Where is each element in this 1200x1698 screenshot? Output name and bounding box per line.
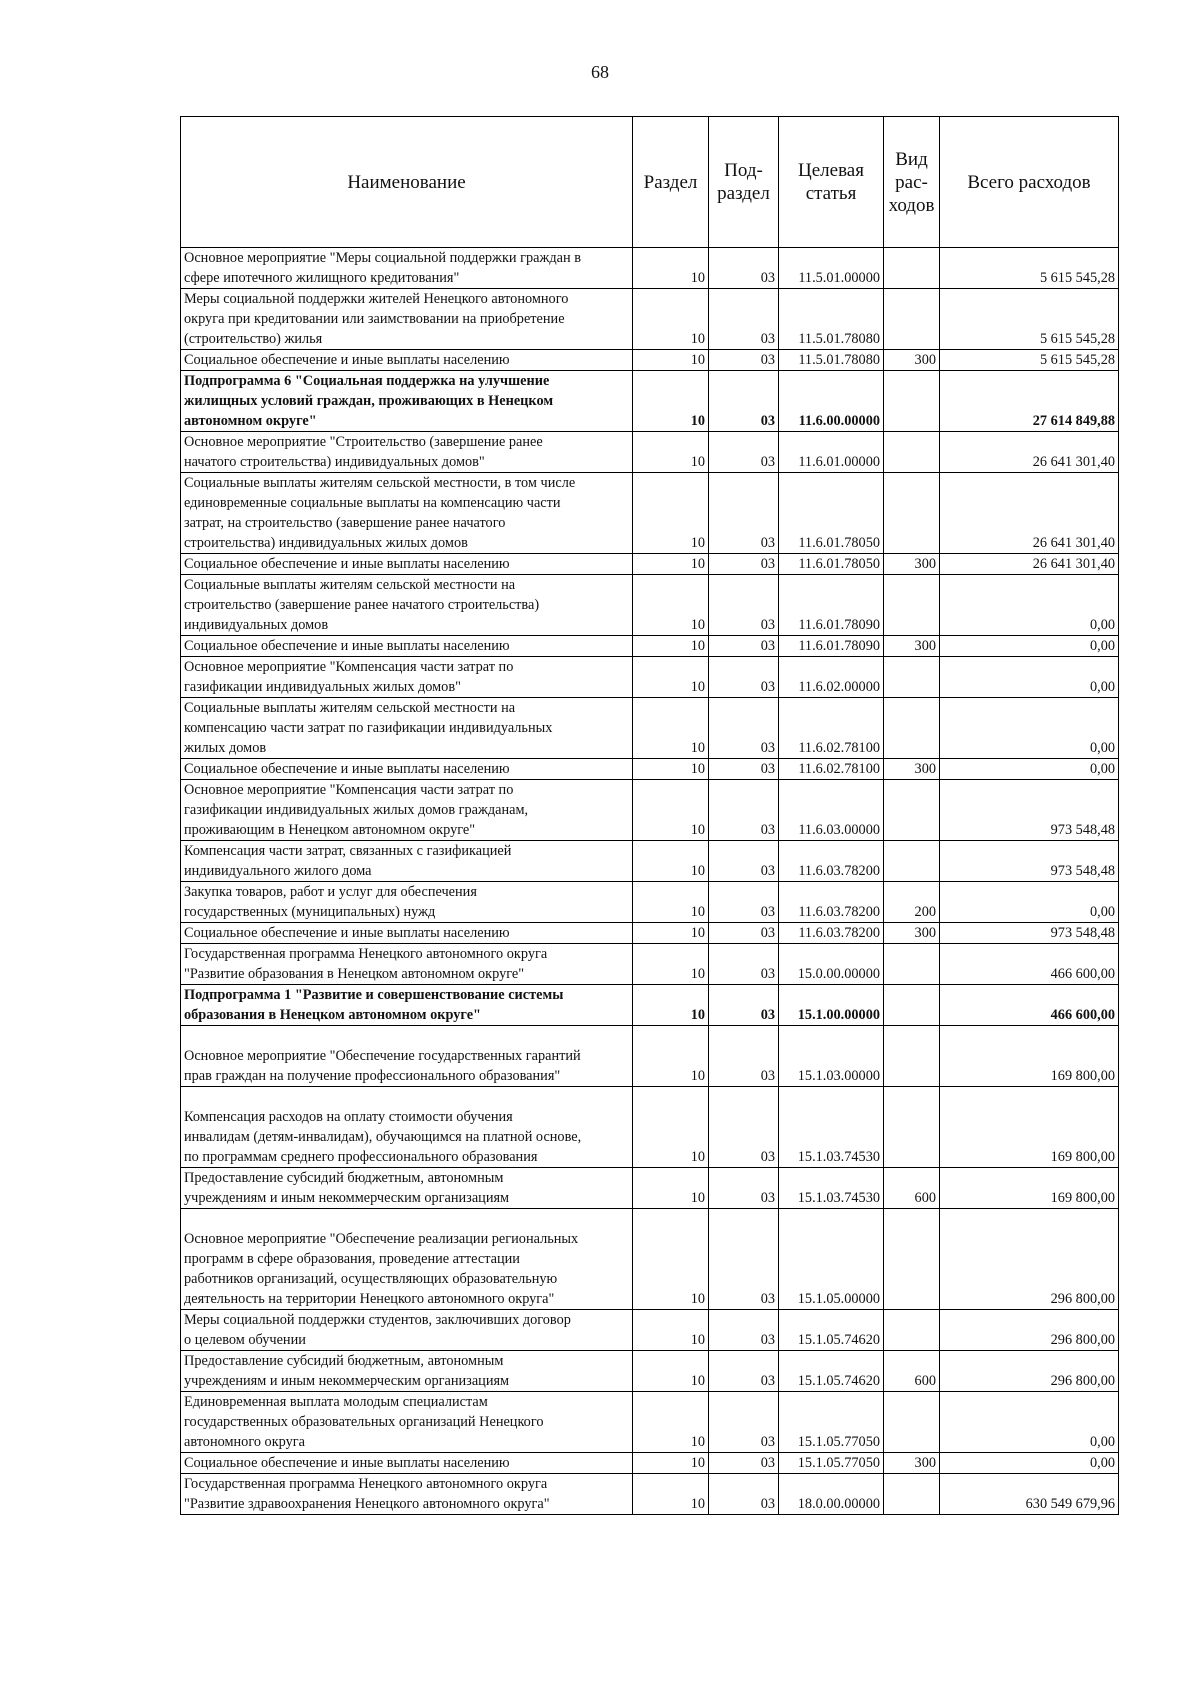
cell-expense-kind: 600 [884, 1351, 940, 1392]
table-row [181, 636, 1119, 657]
cell-total: 26 641 301,40 [940, 432, 1119, 473]
budget-table [180, 116, 1119, 1515]
cell-expense-kind [884, 289, 940, 350]
header-name: Наименование [181, 117, 633, 248]
cell-name: Государственная программа Ненецкого автономного округа "Развитие образования в Ненецком автономном округе" [181, 944, 633, 985]
cell-expense-kind [884, 248, 940, 289]
cell-section: 10 [633, 1453, 709, 1474]
cell-expense-kind [884, 698, 940, 759]
cell-target-article: 11.6.01.78090 [779, 636, 884, 657]
cell-total: 26 641 301,40 [940, 473, 1119, 554]
cell-subsection: 03 [709, 780, 779, 841]
cell-target-article: 11.6.03.78200 [779, 882, 884, 923]
table-row [181, 473, 1119, 554]
cell-section: 10 [633, 371, 709, 432]
cell-name: Предоставление субсидий бюджетным, автономным учреждениям и иным некоммерческим организациям [181, 1351, 633, 1392]
table-row [181, 371, 1119, 432]
cell-target-article: 11.6.01.00000 [779, 432, 884, 473]
table-row [181, 1209, 1119, 1310]
cell-target-article: 15.1.00.00000 [779, 985, 884, 1026]
cell-total: 0,00 [940, 636, 1119, 657]
cell-name: Социальное обеспечение и иные выплаты населению [181, 636, 633, 657]
cell-section: 10 [633, 1474, 709, 1515]
cell-section: 10 [633, 780, 709, 841]
cell-expense-kind [884, 432, 940, 473]
cell-target-article: 15.0.00.00000 [779, 944, 884, 985]
cell-expense-kind [884, 1392, 940, 1453]
header-subsection: Под- раздел [709, 117, 779, 248]
cell-total: 0,00 [940, 1392, 1119, 1453]
cell-expense-kind: 300 [884, 350, 940, 371]
cell-target-article: 11.6.01.78090 [779, 575, 884, 636]
table-row [181, 248, 1119, 289]
cell-name: Подпрограмма 6 "Социальная поддержка на улучшение жилищных условий граждан, проживающих в Ненецком автономном округе" [181, 371, 633, 432]
cell-name: Единовременная выплата молодым специалистам государственных образовательных организаций Ненецкого автономного округа [181, 1392, 633, 1453]
cell-name: Основное мероприятие "Обеспечение государственных гарантий прав граждан на получение профессионального образования" [181, 1026, 633, 1087]
cell-target-article: 11.5.01.78080 [779, 289, 884, 350]
cell-section: 10 [633, 657, 709, 698]
cell-target-article: 11.5.01.00000 [779, 248, 884, 289]
cell-total: 5 615 545,28 [940, 350, 1119, 371]
cell-expense-kind [884, 1026, 940, 1087]
cell-section: 10 [633, 923, 709, 944]
cell-target-article: 11.6.02.78100 [779, 698, 884, 759]
cell-subsection: 03 [709, 1310, 779, 1351]
header-expense-kind: Вид рас- ходов [884, 117, 940, 248]
cell-target-article: 11.6.02.00000 [779, 657, 884, 698]
cell-name: Социальное обеспечение и иные выплаты населению [181, 759, 633, 780]
cell-name: Предоставление субсидий бюджетным, автономным учреждениям и иным некоммерческим организациям [181, 1168, 633, 1209]
table-row [181, 882, 1119, 923]
cell-expense-kind [884, 780, 940, 841]
table-row [181, 289, 1119, 350]
cell-expense-kind [884, 944, 940, 985]
table-row [181, 759, 1119, 780]
cell-subsection: 03 [709, 1087, 779, 1168]
cell-expense-kind [884, 841, 940, 882]
cell-subsection: 03 [709, 1209, 779, 1310]
cell-name: Меры социальной поддержки студентов, заключивших договор о целевом обучении [181, 1310, 633, 1351]
cell-total: 0,00 [940, 759, 1119, 780]
cell-expense-kind [884, 473, 940, 554]
cell-section: 10 [633, 985, 709, 1026]
cell-name: Компенсация части затрат, связанных с газификацией индивидуального жилого дома [181, 841, 633, 882]
header-section: Раздел [633, 117, 709, 248]
cell-total: 26 641 301,40 [940, 554, 1119, 575]
cell-section: 10 [633, 698, 709, 759]
cell-subsection: 03 [709, 1474, 779, 1515]
cell-subsection: 03 [709, 882, 779, 923]
cell-target-article: 11.6.01.78050 [779, 554, 884, 575]
cell-total: 466 600,00 [940, 985, 1119, 1026]
cell-subsection: 03 [709, 1392, 779, 1453]
cell-target-article: 11.5.01.78080 [779, 350, 884, 371]
table-row [181, 657, 1119, 698]
cell-total: 5 615 545,28 [940, 289, 1119, 350]
header-total: Всего расходов [940, 117, 1119, 248]
cell-expense-kind [884, 1209, 940, 1310]
table-row [181, 1351, 1119, 1392]
cell-target-article: 18.0.00.00000 [779, 1474, 884, 1515]
cell-target-article: 15.1.03.00000 [779, 1026, 884, 1087]
cell-name: Подпрограмма 1 "Развитие и совершенствование системы образования в Ненецком автономном округе" [181, 985, 633, 1026]
table-row [181, 923, 1119, 944]
cell-subsection: 03 [709, 985, 779, 1026]
cell-subsection: 03 [709, 1168, 779, 1209]
cell-total: 973 548,48 [940, 780, 1119, 841]
cell-target-article: 11.6.01.78050 [779, 473, 884, 554]
cell-expense-kind [884, 985, 940, 1026]
cell-subsection: 03 [709, 289, 779, 350]
page-number: 68 [591, 62, 609, 82]
cell-name: Социальные выплаты жителям сельской местности на строительство (завершение ранее начатого строительства) индивидуальных домов [181, 575, 633, 636]
cell-expense-kind: 300 [884, 636, 940, 657]
cell-section: 10 [633, 882, 709, 923]
cell-total: 0,00 [940, 657, 1119, 698]
cell-name: Основное мероприятие "Обеспечение реализации региональных программ в сфере образования, проведение аттестации работников организаций, осуществляющих образовательную деятельность на территории Ненецкого автономного округа" [181, 1209, 633, 1310]
table-row [181, 780, 1119, 841]
table-row [181, 944, 1119, 985]
cell-target-article: 15.1.05.74620 [779, 1351, 884, 1392]
cell-section: 10 [633, 1209, 709, 1310]
cell-section: 10 [633, 1351, 709, 1392]
cell-name: Меры социальной поддержки жителей Ненецкого автономного округа при кредитовании или заимствовании на приобретение (строительство) жилья [181, 289, 633, 350]
cell-target-article: 15.1.05.77050 [779, 1453, 884, 1474]
cell-section: 10 [633, 759, 709, 780]
cell-subsection: 03 [709, 657, 779, 698]
table-row [181, 1087, 1119, 1168]
cell-subsection: 03 [709, 1453, 779, 1474]
cell-section: 10 [633, 350, 709, 371]
cell-total: 296 800,00 [940, 1351, 1119, 1392]
cell-subsection: 03 [709, 350, 779, 371]
cell-expense-kind [884, 1310, 940, 1351]
cell-section: 10 [633, 248, 709, 289]
cell-subsection: 03 [709, 554, 779, 575]
cell-name: Государственная программа Ненецкого автономного округа "Развитие здравоохранения Ненецкого автономного округа" [181, 1474, 633, 1515]
table-row [181, 554, 1119, 575]
cell-subsection: 03 [709, 248, 779, 289]
cell-name: Социальное обеспечение и иные выплаты населению [181, 923, 633, 944]
cell-name: Социальное обеспечение и иные выплаты населению [181, 350, 633, 371]
cell-total: 169 800,00 [940, 1168, 1119, 1209]
cell-section: 10 [633, 473, 709, 554]
table-row [181, 1168, 1119, 1209]
cell-name: Основное мероприятие "Меры социальной поддержки граждан в сфере ипотечного жилищного кредитования" [181, 248, 633, 289]
table-row [181, 1392, 1119, 1453]
cell-name: Основное мероприятие "Строительство (завершение ранее начатого строительства) индивидуальных домов" [181, 432, 633, 473]
cell-target-article: 11.6.03.78200 [779, 841, 884, 882]
cell-name: Социальное обеспечение и иные выплаты населению [181, 554, 633, 575]
cell-total: 0,00 [940, 882, 1119, 923]
cell-section: 10 [633, 944, 709, 985]
table-row [181, 841, 1119, 882]
cell-total: 5 615 545,28 [940, 248, 1119, 289]
table-row [181, 575, 1119, 636]
cell-subsection: 03 [709, 432, 779, 473]
cell-subsection: 03 [709, 759, 779, 780]
cell-name: Основное мероприятие "Компенсация части затрат по газификации индивидуальных жилых домов гражданам, проживающим в Ненецком автономном округе" [181, 780, 633, 841]
table-row [181, 1453, 1119, 1474]
table-row [181, 985, 1119, 1026]
cell-name: Социальные выплаты жителям сельской местности, в том числе единовременные социальные выплаты на компенсацию части затрат, на строительство (завершение ранее начатого строительства) индивидуальных жилых домов [181, 473, 633, 554]
table-body [181, 248, 1119, 1515]
cell-subsection: 03 [709, 473, 779, 554]
cell-target-article: 11.6.00.00000 [779, 371, 884, 432]
cell-expense-kind [884, 1087, 940, 1168]
cell-target-article: 11.6.02.78100 [779, 759, 884, 780]
cell-section: 10 [633, 432, 709, 473]
cell-total: 296 800,00 [940, 1310, 1119, 1351]
cell-target-article: 15.1.05.77050 [779, 1392, 884, 1453]
table-row [181, 350, 1119, 371]
table-row [181, 698, 1119, 759]
cell-target-article: 11.6.03.78200 [779, 923, 884, 944]
cell-subsection: 03 [709, 371, 779, 432]
cell-total: 973 548,48 [940, 923, 1119, 944]
cell-total: 296 800,00 [940, 1209, 1119, 1310]
cell-section: 10 [633, 636, 709, 657]
cell-name: Социальное обеспечение и иные выплаты населению [181, 1453, 633, 1474]
cell-expense-kind: 300 [884, 554, 940, 575]
cell-subsection: 03 [709, 575, 779, 636]
cell-subsection: 03 [709, 1351, 779, 1392]
cell-name: Компенсация расходов на оплату стоимости обучения инвалидам (детям-инвалидам), обучающимся на платной основе, по программам среднего профессионального образования [181, 1087, 633, 1168]
cell-subsection: 03 [709, 636, 779, 657]
cell-total: 169 800,00 [940, 1087, 1119, 1168]
cell-name: Закупка товаров, работ и услуг для обеспечения государственных (муниципальных) нужд [181, 882, 633, 923]
cell-total: 0,00 [940, 698, 1119, 759]
cell-total: 973 548,48 [940, 841, 1119, 882]
cell-section: 10 [633, 1392, 709, 1453]
cell-expense-kind [884, 1474, 940, 1515]
table-row [181, 432, 1119, 473]
cell-expense-kind: 300 [884, 1453, 940, 1474]
cell-expense-kind: 600 [884, 1168, 940, 1209]
cell-name: Основное мероприятие "Компенсация части затрат по газификации индивидуальных жилых домов" [181, 657, 633, 698]
cell-subsection: 03 [709, 841, 779, 882]
table-row [181, 1026, 1119, 1087]
cell-target-article: 15.1.03.74530 [779, 1168, 884, 1209]
cell-subsection: 03 [709, 1026, 779, 1087]
cell-subsection: 03 [709, 923, 779, 944]
cell-section: 10 [633, 841, 709, 882]
cell-section: 10 [633, 1310, 709, 1351]
table-header-row [181, 117, 1119, 248]
cell-section: 10 [633, 554, 709, 575]
cell-subsection: 03 [709, 944, 779, 985]
cell-target-article: 15.1.05.00000 [779, 1209, 884, 1310]
cell-section: 10 [633, 1026, 709, 1087]
cell-section: 10 [633, 1087, 709, 1168]
cell-total: 0,00 [940, 1453, 1119, 1474]
header-target-article: Целевая статья [779, 117, 884, 248]
cell-section: 10 [633, 1168, 709, 1209]
cell-expense-kind [884, 371, 940, 432]
cell-expense-kind [884, 575, 940, 636]
cell-subsection: 03 [709, 698, 779, 759]
cell-expense-kind: 200 [884, 882, 940, 923]
cell-section: 10 [633, 575, 709, 636]
cell-total: 27 614 849,88 [940, 371, 1119, 432]
cell-target-article: 15.1.05.74620 [779, 1310, 884, 1351]
table-row [181, 1474, 1119, 1515]
cell-expense-kind [884, 657, 940, 698]
cell-expense-kind: 300 [884, 759, 940, 780]
table-row [181, 1310, 1119, 1351]
cell-total: 630 549 679,96 [940, 1474, 1119, 1515]
cell-total: 466 600,00 [940, 944, 1119, 985]
cell-expense-kind: 300 [884, 923, 940, 944]
cell-total: 169 800,00 [940, 1026, 1119, 1087]
cell-target-article: 15.1.03.74530 [779, 1087, 884, 1168]
cell-name: Социальные выплаты жителям сельской местности на компенсацию части затрат по газификации индивидуальных жилых домов [181, 698, 633, 759]
cell-total: 0,00 [940, 575, 1119, 636]
cell-section: 10 [633, 289, 709, 350]
cell-target-article: 11.6.03.00000 [779, 780, 884, 841]
